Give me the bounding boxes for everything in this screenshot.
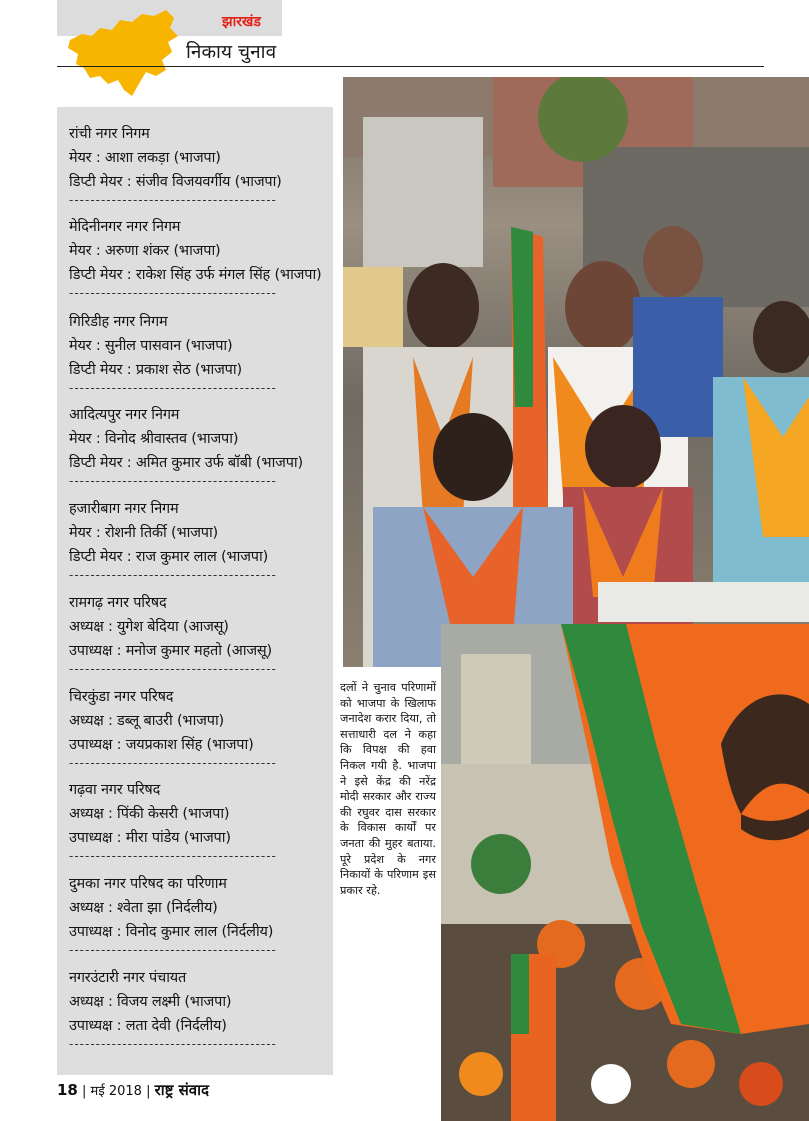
result-line: मेयर : रोशनी तिर्की (भाजपा)	[69, 525, 219, 541]
jharkhand-map-icon	[62, 6, 187, 98]
result-line: डिप्टी मेयर : राज कुमार लाल (भाजपा)	[69, 549, 269, 565]
result-line: डिप्टी मेयर : संजीव विजयवर्गीय (भाजपा)	[69, 174, 282, 190]
bjp-flag-photo	[441, 624, 809, 1121]
result-separator: ---------------------------------------	[69, 663, 277, 675]
result-body-name: दुमका नगर परिषद का परिणाम	[69, 876, 227, 892]
issue-date: मई 2018	[90, 1084, 142, 1099]
result-block	[69, 591, 331, 675]
result-separator: ---------------------------------------	[69, 569, 277, 581]
result-line: उपाध्यक्ष : मीरा पांडेय (भाजपा)	[69, 830, 231, 846]
page-number: 18	[57, 1081, 78, 1099]
page-footer	[57, 1080, 209, 1100]
footer-divider: |	[82, 1084, 87, 1099]
result-separator: ---------------------------------------	[69, 757, 277, 769]
campaign-photo	[343, 77, 809, 667]
result-body-name: मेदिनीनगर नगर निगम	[69, 219, 181, 235]
result-line: अध्यक्ष : श्वेता झा (निर्दलीय)	[69, 900, 218, 916]
section-state-label: झारखंड	[222, 14, 261, 30]
header-divider	[57, 66, 764, 67]
result-line: डिप्टी मेयर : प्रकाश सेठ (भाजपा)	[69, 362, 242, 378]
result-body-name: रांची नगर निगम	[69, 126, 150, 142]
result-line: मेयर : सुनील पासवान (भाजपा)	[69, 338, 233, 354]
result-line: डिप्टी मेयर : अमित कुमार उर्फ बॉबी (भाजपा)	[69, 455, 303, 471]
result-body-name: चिरकुंडा नगर परिषद	[69, 689, 174, 705]
result-block	[69, 872, 331, 956]
result-separator: ---------------------------------------	[69, 287, 277, 299]
result-separator: ---------------------------------------	[69, 944, 277, 956]
result-block	[69, 403, 331, 487]
result-line: अध्यक्ष : विजय लक्ष्मी (भाजपा)	[69, 994, 232, 1010]
footer-divider: |	[146, 1084, 151, 1099]
result-line: मेयर : आशा लकड़ा (भाजपा)	[69, 150, 221, 166]
result-body-name: हजारीबाग नगर निगम	[69, 501, 179, 517]
result-line: उपाध्यक्ष : विनोद कुमार लाल (निर्दलीय)	[69, 924, 274, 940]
result-body-name: रामगढ़ नगर परिषद	[69, 595, 167, 611]
result-body-name: आदित्यपुर नगर निगम	[69, 407, 180, 423]
result-block	[69, 215, 331, 299]
magazine-name: राष्ट्र संवाद	[154, 1081, 209, 1099]
result-separator: ---------------------------------------	[69, 194, 277, 206]
section-title: निकाय चुनाव	[186, 41, 277, 63]
result-block	[69, 497, 331, 581]
result-body-name: गढ़वा नगर परिषद	[69, 782, 161, 798]
result-line: अध्यक्ष : युगेश बेदिया (आजसू)	[69, 619, 229, 635]
article-text: दलों ने चुनाव परिणामों को भाजपा के खिलाफ जनादेश करार दिया, तो सत्ताधारी दल ने कहा कि विपक्ष की हवा निकल गयी है. भाजपा ने इसे केंद्र की नरेंद्र मोदी सरकार और राज्य की रघुवर दास सरकार के विकास कार्यों पर जनता की मुहर बताया. पूरे प्रदेश के नगर निकायों के परिणाम इस प्रकार रहे.	[340, 681, 436, 897]
result-line: डिप्टी मेयर : राकेश सिंह उर्फ मंगल सिंह (भाजपा)	[69, 267, 322, 283]
result-line: उपाध्यक्ष : जयप्रकाश सिंह (भाजपा)	[69, 737, 254, 753]
result-separator: ---------------------------------------	[69, 850, 277, 862]
result-body-name: गिरिडीह नगर निगम	[69, 314, 168, 330]
result-line: उपाध्यक्ष : लता देवी (निर्दलीय)	[69, 1018, 227, 1034]
result-line: मेयर : विनोद श्रीवास्तव (भाजपा)	[69, 431, 239, 447]
result-line: अध्यक्ष : डब्लू बाउरी (भाजपा)	[69, 713, 224, 729]
result-line: मेयर : अरुणा शंकर (भाजपा)	[69, 243, 221, 259]
result-line: अध्यक्ष : पिंकी केसरी (भाजपा)	[69, 806, 230, 822]
result-block	[69, 966, 331, 1050]
result-separator: ---------------------------------------	[69, 475, 277, 487]
result-separator: ---------------------------------------	[69, 382, 277, 394]
result-separator: ---------------------------------------	[69, 1038, 277, 1050]
result-block	[69, 685, 331, 769]
result-line: उपाध्यक्ष : मनोज कुमार महतो (आजसू)	[69, 643, 272, 659]
result-body-name: नगरउंटारी नगर पंचायत	[69, 970, 187, 986]
result-block	[69, 122, 331, 206]
result-block	[69, 310, 331, 394]
result-block	[69, 778, 331, 862]
